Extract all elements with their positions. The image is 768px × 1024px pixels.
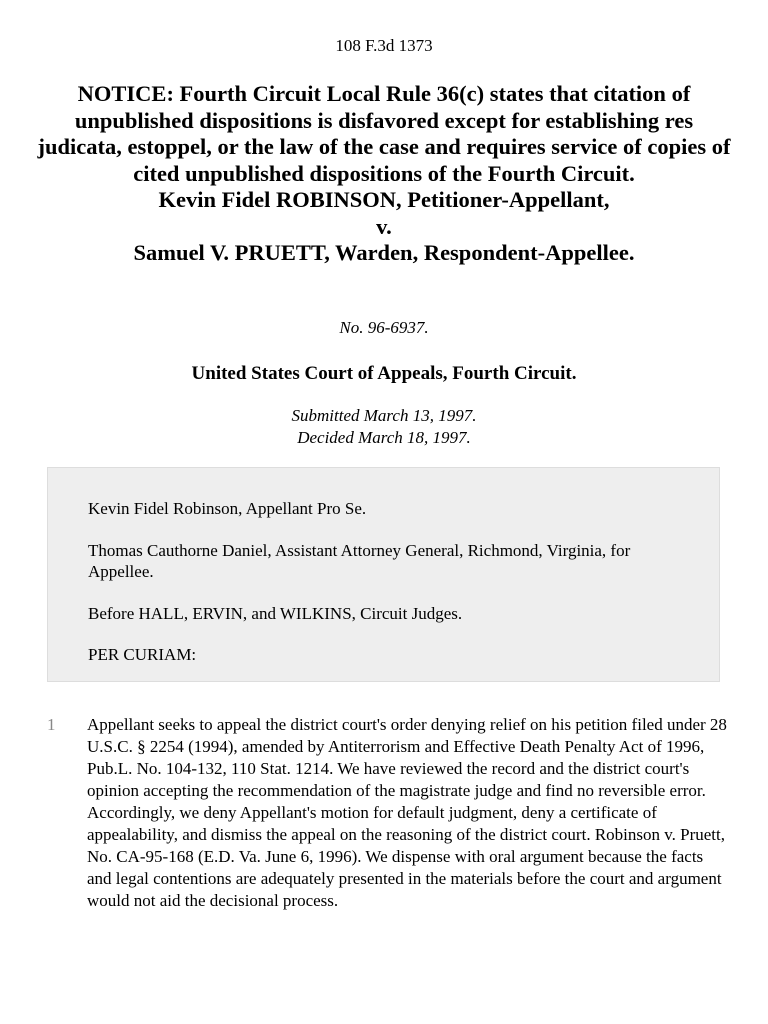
judges-panel: Before HALL, ERVIN, and WILKINS, Circuit Judges. [88, 604, 463, 623]
paragraph-number: 1 [47, 715, 56, 734]
decision-dates [0, 405, 768, 449]
submitted-date: Submitted March 13, 1997. [291, 406, 477, 425]
case-citation: 108 F.3d 1373 [335, 36, 433, 55]
versus: v. [376, 213, 392, 239]
docket-number: No. 96-6937. [339, 318, 429, 337]
appellee-name: Samuel V. PRUETT, Warden, Respondent-Appellee. [133, 240, 635, 265]
per-curiam: PER CURIAM: [88, 645, 197, 664]
court-name: United States Court of Appeals, Fourth Circuit. [191, 363, 577, 384]
notice-text: NOTICE: Fourth Circuit Local Rule 36(c) states that citation of unpublished dispositions is disfavored except for establishing res judicata, estoppel, or the law of the case and requires service of copies of cited unpublished dispositions of the Fourth Circuit. [37, 81, 731, 186]
decided-date: Decided March 18, 1997. [297, 428, 471, 447]
appellee-counsel: Thomas Cauthorne Daniel, Assistant Attorney General, Richmond, Virginia, for Appellee. [88, 541, 631, 581]
case-title [30, 81, 738, 267]
appellant-name: Kevin Fidel ROBINSON, Petitioner-Appellant, [158, 187, 610, 212]
appellant-counsel: Kevin Fidel Robinson, Appellant Pro Se. [88, 499, 367, 518]
opinion-paragraph: Appellant seeks to appeal the district court's order denying relief on his petition filed under 28 U.S.C. § 2254 (1994), amended by Antiterrorism and Effective Death Penalty Act of 1996, Pub.L. No. 104-132, 110 Stat. 1214. We have reviewed the record and the district court's opinion accepting the recommendation of the magistrate judge and find no reversible error. Accordingly, we deny Appellant's motion for default judgment, deny a certificate of appealability, and dismiss the appeal on the reasoning of the district court. Robinson v. Pruett, No. CA-95-168 (E.D. Va. June 6, 1996). We dispense with oral argument because the facts and legal contentions are adequately presented in the materials before the court and argument would not aid the decisional process. [87, 715, 727, 910]
parties-box [47, 467, 720, 682]
